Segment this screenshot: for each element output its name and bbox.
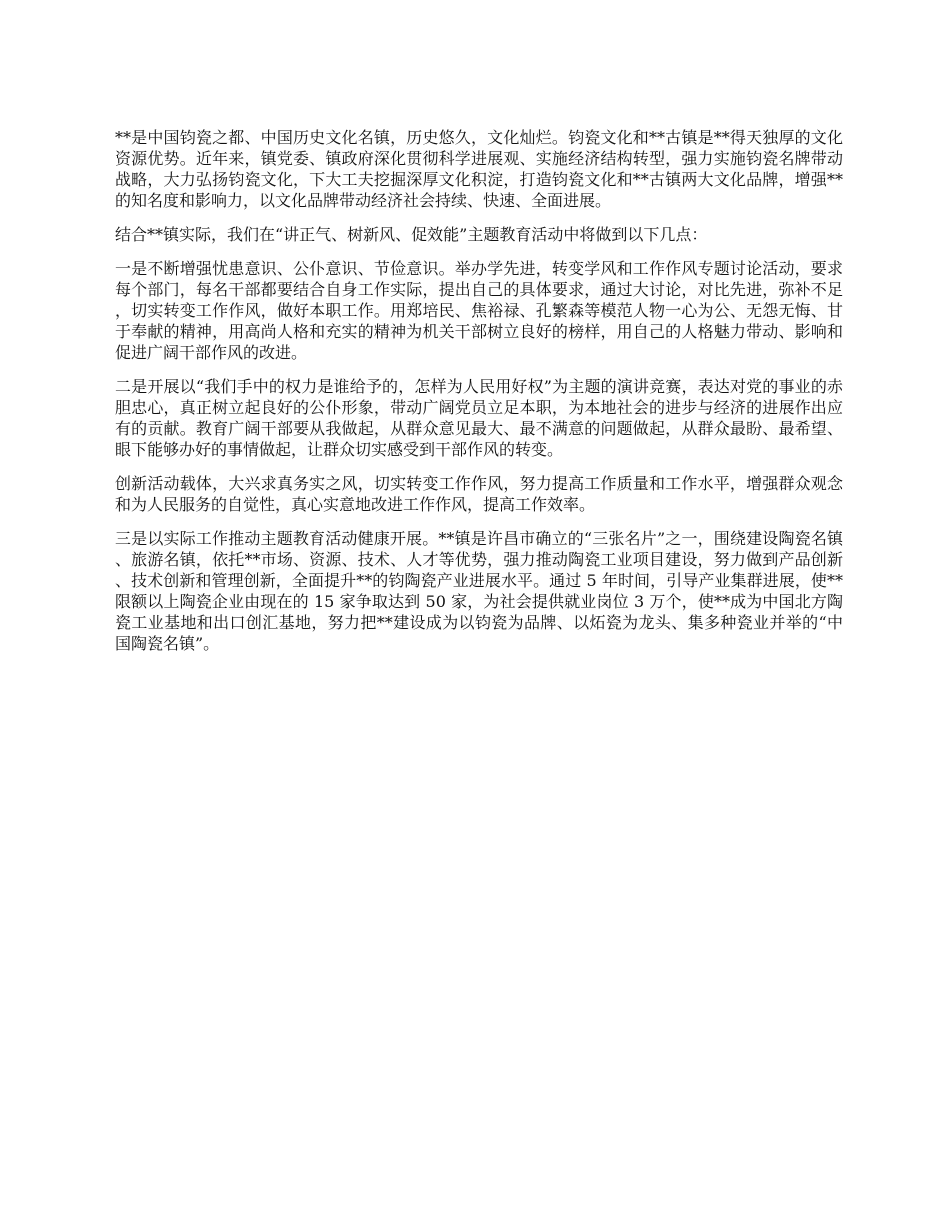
document-body xyxy=(115,127,843,667)
paragraph-intro: **是中国钧瓷之都、中国历史文化名镇，历史悠久，文化灿烂。钧瓷文化和**古镇是**得天独厚的文化资源优势。近年来，镇党委、镇政府深化贯彻科学进展观、实施经济结构转型，强力实施钧瓷名牌带动战略，大力弘扬钧瓷文化，下大工夫挖掘深厚文化积淀，打造钧瓷文化和**古镇两大文化品牌，增强**的知名度和影响力，以文化品牌带动经济社会持续、快速、全面进展。 xyxy=(115,128,843,210)
paragraph-innovation: 创新活动载体，大兴求真务实之风，切实转变工作作风，努力提高工作质量和工作水平，增强群众观念和为人民服务的自觉性，真心实意地改进工作作风，提高工作效率。 xyxy=(115,474,843,514)
paragraph-point-one: 一是不断增强忧患意识、公仆意识、节俭意识。举办学先进，转变学风和工作作风专题讨论活动，要求每个部门，每名干部都要结合自身工作实际，提出自己的具体要求，通过大讨论，对比先进，弥补不足，切实转变工作作风，做好本职工作。用郑培民、焦裕禄、孔繁森等模范人物一心为公、无怨无悔、甘于奉献的精神，用高尚人格和充实的精神为机关干部树立良好的榜样，用自己的人格魅力带动、影响和促进广阔干部作风的改进。 xyxy=(115,259,843,362)
paragraph-lead-in: 结合**镇实际，我们在“讲正气、树新风、促效能”主题教育活动中将做到以下几点： xyxy=(115,225,708,244)
paragraph-point-two: 二是开展以“我们手中的权力是谁给予的，怎样为人民用好权”为主题的演讲竞赛，表达对党的事业的赤胆忠心，真正树立起良好的公仆形象，带动广阔党员立足本职，为本地社会的进步与经济的进展作出应有的贡献。教育广阔干部要从我做起，从群众意见最大、最不满意的问题做起，从群众最盼、最希望、眼下能够办好的事情做起，让群众切实感受到干部作风的转变。 xyxy=(115,377,843,459)
paragraph-point-three: 三是以实际工作推动主题教育活动健康开展。**镇是许昌市确立的“三张名片”之一，围绕建设陶瓷名镇、旅游名镇，依托**市场、资源、技术、人才等优势，强力推动陶瓷工业项目建设，努力做到产品创新、技术创新和管理创新，全面提升**的钧陶瓷产业进展水平。通过 5 年时间，引导产业集群进展，使**限额以上陶瓷企业由现在的 15 家争取达到 50 家，为社会提供就业岗位 3 万个，使**成为中国北方陶瓷工业基地和出口创汇基地，努力把**建设成为以钧瓷为品牌、以炻瓷为龙头、集多种瓷业并举的“中国陶瓷名镇”。 xyxy=(115,529,843,653)
